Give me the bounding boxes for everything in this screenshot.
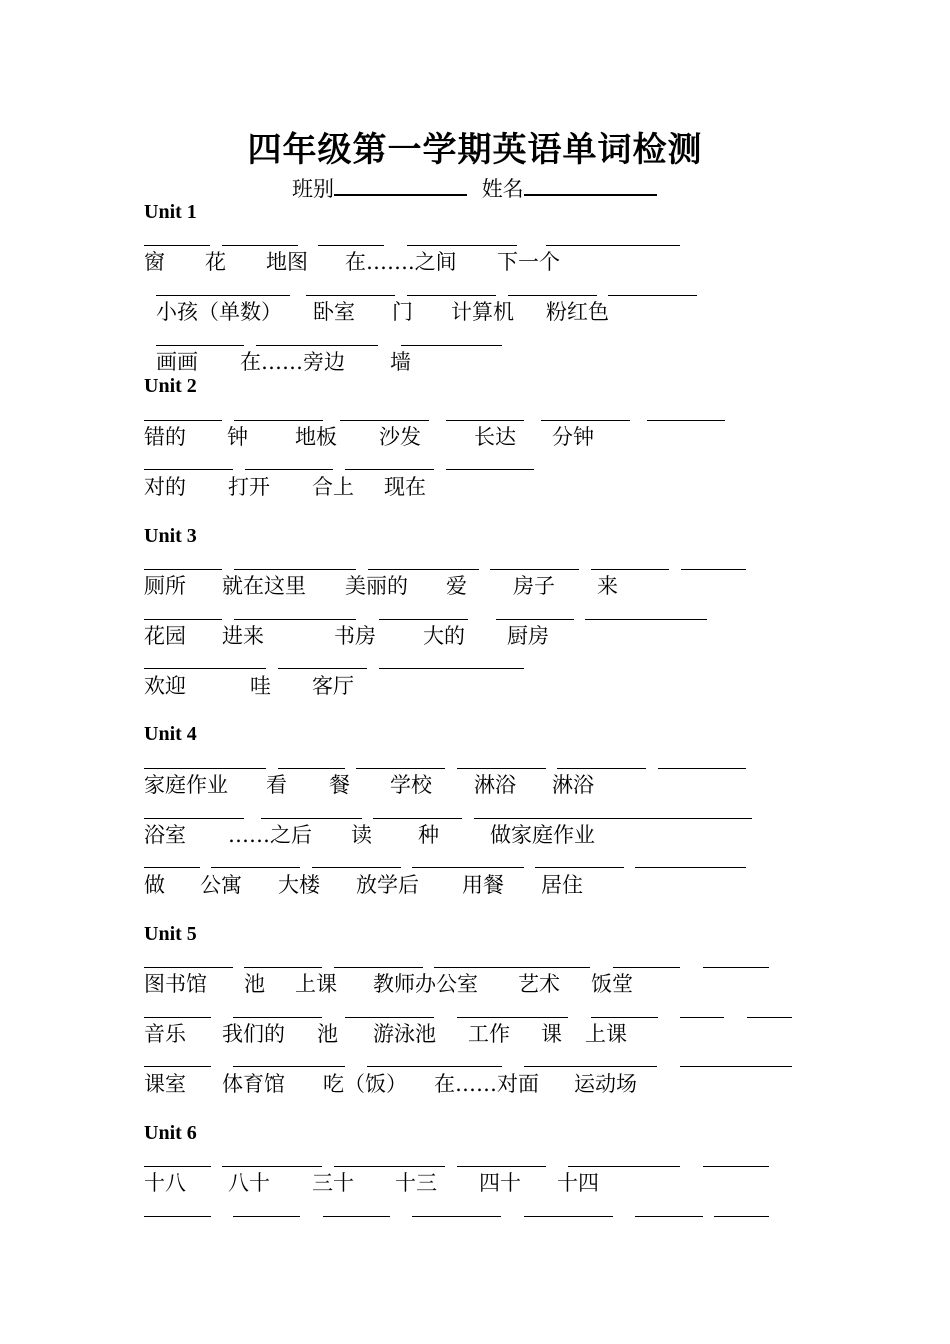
chinese-word-prompt: 我们的 — [222, 1022, 285, 1046]
answer-blank[interactable] — [608, 295, 697, 296]
answer-blank[interactable] — [233, 1017, 322, 1018]
chinese-word-prompt: ……之后 — [228, 823, 312, 847]
answer-blank[interactable] — [541, 420, 630, 421]
answer-blank[interactable] — [233, 1216, 300, 1217]
chinese-word-prompt: 图书馆 — [144, 972, 207, 996]
answer-blank[interactable] — [144, 1166, 211, 1167]
chinese-word-prompt: 运动场 — [574, 1072, 637, 1096]
chinese-word-prompt: 美丽的 — [345, 574, 408, 598]
answer-blank[interactable] — [356, 768, 445, 769]
answer-blank[interactable] — [680, 1066, 792, 1067]
unit-heading: Unit 6 — [144, 1122, 197, 1144]
chinese-word-prompt: 居住 — [541, 873, 583, 897]
worksheet-title: 四年级第一学期英语单词检测 — [247, 130, 703, 170]
chinese-word-prompt: 分钟 — [552, 425, 594, 449]
chinese-word-prompt: 房子 — [513, 574, 555, 598]
chinese-word-prompt: 用餐 — [462, 873, 504, 897]
answer-blank[interactable] — [318, 245, 384, 246]
chinese-word-prompt: 上课 — [295, 972, 337, 996]
chinese-word-prompt: 放学后 — [356, 873, 419, 897]
chinese-word-prompt: 合上 — [312, 475, 354, 499]
answer-blank[interactable] — [407, 295, 496, 296]
answer-blank[interactable] — [211, 867, 300, 868]
answer-blank[interactable] — [524, 1066, 657, 1067]
chinese-word-prompt: 体育馆 — [222, 1072, 285, 1096]
answer-blank[interactable] — [446, 469, 534, 470]
chinese-word-prompt: 门 — [392, 300, 413, 324]
unit-heading: Unit 1 — [144, 201, 197, 223]
answer-blank[interactable] — [647, 420, 725, 421]
answer-blank[interactable] — [222, 245, 298, 246]
chinese-word-prompt: 大的 — [423, 624, 465, 648]
answer-blank[interactable] — [278, 668, 367, 669]
answer-blank[interactable] — [635, 1216, 703, 1217]
answer-blank[interactable] — [613, 967, 680, 968]
answer-blank[interactable] — [524, 1216, 613, 1217]
unit-heading: Unit 2 — [144, 375, 197, 397]
answer-blank[interactable] — [345, 469, 434, 470]
chinese-word-prompt: 看 — [266, 773, 287, 797]
chinese-word-prompt: 地图 — [266, 250, 308, 274]
chinese-word-prompt: 爱 — [446, 574, 467, 598]
chinese-word-prompt: 三十 — [312, 1171, 354, 1195]
answer-blank[interactable] — [368, 569, 479, 570]
chinese-word-prompt: 在……旁边 — [240, 350, 345, 374]
answer-blank[interactable] — [256, 345, 378, 346]
chinese-word-prompt: 墙 — [390, 350, 411, 374]
chinese-word-prompt: 下一个 — [497, 250, 560, 274]
chinese-word-prompt: 做 — [144, 873, 165, 897]
answer-blank[interactable] — [681, 569, 746, 570]
answer-blank[interactable] — [457, 1017, 568, 1018]
chinese-word-prompt: 淋浴 — [474, 773, 516, 797]
answer-blank[interactable] — [144, 245, 210, 246]
answer-blank[interactable] — [233, 1066, 345, 1067]
chinese-word-prompt: 花 — [205, 250, 226, 274]
chinese-word-prompt: 哇 — [250, 674, 271, 698]
chinese-word-prompt: 工作 — [468, 1022, 510, 1046]
chinese-word-prompt: 大楼 — [278, 873, 320, 897]
chinese-word-prompt: 十三 — [395, 1171, 437, 1195]
answer-blank[interactable] — [244, 967, 322, 968]
answer-blank[interactable] — [334, 967, 423, 968]
answer-blank[interactable] — [144, 469, 233, 470]
answer-blank[interactable] — [412, 1216, 501, 1217]
unit-heading: Unit 5 — [144, 923, 197, 945]
chinese-word-prompt: 上课 — [585, 1022, 627, 1046]
answer-blank[interactable] — [234, 619, 356, 620]
answer-blank[interactable] — [156, 295, 290, 296]
chinese-word-prompt: 八十 — [228, 1171, 270, 1195]
chinese-word-prompt: 地板 — [295, 425, 337, 449]
answer-blank[interactable] — [379, 619, 468, 620]
chinese-word-prompt: 课 — [541, 1022, 562, 1046]
chinese-word-prompt: 浴室 — [144, 823, 186, 847]
chinese-word-prompt: 音乐 — [144, 1022, 186, 1046]
answer-blank[interactable] — [457, 1166, 546, 1167]
chinese-word-prompt: 教师办公室 — [373, 972, 478, 996]
answer-blank[interactable] — [412, 867, 524, 868]
chinese-word-prompt: 画画 — [156, 350, 198, 374]
chinese-word-prompt: 学校 — [390, 773, 432, 797]
answer-blank[interactable] — [591, 1017, 658, 1018]
chinese-word-prompt: 客厅 — [312, 674, 354, 698]
name-label: 姓名 — [481, 177, 524, 201]
chinese-word-prompt: 淋浴 — [552, 773, 594, 797]
answer-blank[interactable] — [490, 569, 579, 570]
chinese-word-prompt: 艺术 — [518, 972, 560, 996]
chinese-word-prompt: 池 — [317, 1022, 338, 1046]
chinese-word-prompt: 在…….之间 — [345, 250, 457, 274]
answer-blank[interactable] — [156, 345, 244, 346]
chinese-word-prompt: 错的 — [144, 425, 186, 449]
chinese-word-prompt: 对的 — [144, 475, 186, 499]
answer-blank[interactable] — [222, 1166, 322, 1167]
chinese-word-prompt: 公寓 — [200, 873, 242, 897]
chinese-word-prompt: 十四 — [557, 1171, 599, 1195]
answer-blank[interactable] — [261, 818, 362, 819]
answer-blank[interactable] — [703, 967, 769, 968]
answer-blank[interactable] — [306, 295, 395, 296]
answer-blank[interactable] — [144, 668, 266, 669]
class-name-line — [292, 174, 665, 202]
answer-blank[interactable] — [747, 1017, 792, 1018]
answer-blank[interactable] — [635, 867, 746, 868]
answer-blank[interactable] — [278, 768, 345, 769]
answer-blank[interactable] — [312, 867, 401, 868]
answer-blank[interactable] — [144, 619, 222, 620]
name-blank[interactable] — [524, 174, 657, 196]
chinese-word-prompt: 池 — [244, 972, 265, 996]
answer-blank[interactable] — [334, 1166, 445, 1167]
chinese-word-prompt: 家庭作业 — [144, 773, 228, 797]
answer-blank[interactable] — [457, 768, 546, 769]
chinese-word-prompt: 进来 — [222, 624, 264, 648]
answer-blank[interactable] — [234, 420, 323, 421]
answer-blank[interactable] — [714, 1216, 769, 1217]
answer-blank[interactable] — [703, 1166, 769, 1167]
chinese-word-prompt: 饭堂 — [591, 972, 633, 996]
answer-blank[interactable] — [557, 768, 646, 769]
answer-blank[interactable] — [144, 420, 222, 421]
answer-blank[interactable] — [144, 967, 233, 968]
chinese-word-prompt: 课室 — [144, 1072, 186, 1096]
answer-blank[interactable] — [434, 967, 590, 968]
answer-blank[interactable] — [546, 245, 680, 246]
answer-blank[interactable] — [680, 1017, 724, 1018]
answer-blank[interactable] — [407, 245, 517, 246]
answer-blank[interactable] — [340, 420, 429, 421]
class-label: 班别 — [292, 177, 334, 201]
answer-blank[interactable] — [144, 569, 222, 570]
chinese-word-prompt: 十八 — [144, 1171, 186, 1195]
chinese-word-prompt: 做家庭作业 — [490, 823, 595, 847]
class-blank[interactable] — [334, 174, 467, 196]
answer-blank[interactable] — [496, 619, 574, 620]
answer-blank[interactable] — [446, 420, 524, 421]
chinese-word-prompt: 书房 — [334, 624, 376, 648]
answer-blank[interactable] — [474, 818, 585, 819]
chinese-word-prompt: 欢迎 — [144, 674, 186, 698]
answer-blank[interactable] — [591, 569, 669, 570]
answer-blank[interactable] — [535, 867, 624, 868]
answer-blank[interactable] — [379, 668, 524, 669]
chinese-word-prompt: 在……对面 — [434, 1072, 539, 1096]
chinese-word-prompt: 长达 — [474, 425, 516, 449]
chinese-word-prompt: 厨房 — [507, 624, 549, 648]
unit-heading: Unit 4 — [144, 723, 197, 745]
answer-blank[interactable] — [234, 569, 356, 570]
unit-heading: Unit 3 — [144, 525, 197, 547]
chinese-word-prompt: 餐 — [329, 773, 350, 797]
chinese-word-prompt: 种 — [418, 823, 439, 847]
chinese-word-prompt: 花园 — [144, 624, 186, 648]
answer-blank[interactable] — [508, 295, 597, 296]
answer-blank[interactable] — [568, 1166, 680, 1167]
chinese-word-prompt: 就在这里 — [222, 574, 306, 598]
answer-blank[interactable] — [245, 469, 333, 470]
answer-blank[interactable] — [345, 1017, 434, 1018]
answer-blank[interactable] — [144, 867, 200, 868]
chinese-word-prompt: 沙发 — [379, 425, 421, 449]
chinese-word-prompt: 钟 — [227, 425, 248, 449]
chinese-word-prompt: 厕所 — [144, 574, 186, 598]
chinese-word-prompt: 现在 — [384, 475, 426, 499]
answer-blank[interactable] — [144, 818, 244, 819]
answer-blank[interactable] — [144, 1216, 211, 1217]
chinese-word-prompt: 游泳池 — [373, 1022, 436, 1046]
chinese-word-prompt: 计算机 — [451, 300, 514, 324]
chinese-word-prompt: 窗 — [144, 250, 165, 274]
answer-blank[interactable] — [401, 345, 502, 346]
chinese-word-prompt: 小孩（单数） — [156, 300, 282, 324]
chinese-word-prompt: 吃（饭） — [323, 1072, 407, 1096]
answer-blank[interactable] — [585, 619, 707, 620]
chinese-word-prompt: 打开 — [228, 475, 270, 499]
answer-blank[interactable] — [144, 768, 266, 769]
answer-blank[interactable] — [367, 1066, 502, 1067]
chinese-word-prompt: 读 — [351, 823, 372, 847]
chinese-word-prompt: 卧室 — [313, 300, 355, 324]
answer-blank[interactable] — [658, 768, 746, 769]
answer-blank[interactable] — [144, 1017, 211, 1018]
chinese-word-prompt: 粉红色 — [546, 300, 609, 324]
answer-blank[interactable] — [585, 818, 752, 819]
answer-blank[interactable] — [323, 1216, 390, 1217]
answer-blank[interactable] — [144, 1066, 211, 1067]
answer-blank[interactable] — [373, 818, 462, 819]
chinese-word-prompt: 四十 — [479, 1171, 521, 1195]
chinese-word-prompt: 来 — [597, 574, 618, 598]
